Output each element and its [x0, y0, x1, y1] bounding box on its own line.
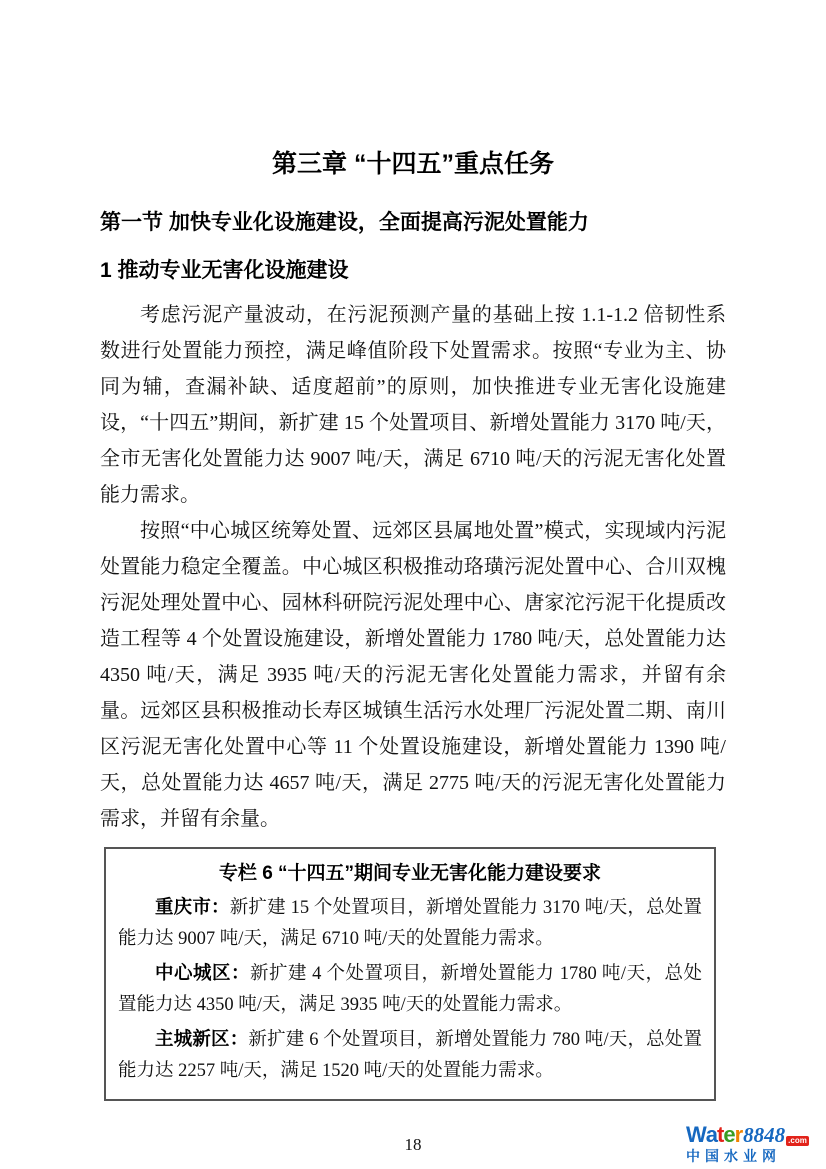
callout-item-text: 新扩建 4 个处置项目，新增处置能力 1780 吨/天，总处置能力达 4350 吨/天，满足 3935 吨/天的处置能力需求。 [118, 964, 702, 1015]
subsection-title: 1 推动专业无害化设施建设 [100, 259, 349, 282]
callout-box-title: 专栏 6 “十四五”期间专业无害化能力建设要求 [218, 863, 602, 884]
callout-item-label: 重庆市： [155, 896, 230, 917]
paragraph-disposal-mode: 按照“中心城区统筹处置、远郊区县属地处置”模式，实现域内污泥处置能力稳定全覆盖。中心城区积极推动珞璜污泥处置中心、合川双槐污泥处理处置中心、园林科研院污泥处理中心、唐家沱污泥干化提质改造工程等 4 个处置设施建设，新增处置能力 1780 吨/天，总处置能力达 4350 吨/天，满足 3935 吨/天的污泥无害化处置能力需求，并留有余量。远郊区县积极推动长寿区城镇生活污水处理厂污泥处置二期、南川区污泥无害化处置中心等 11 个处置设施建设，新增处置能力 1390 吨/天，总处置能力达 4657 吨/天，满足 2775 吨/天的污泥无害化处置能力需求，并留有余量。 [100, 520, 726, 830]
chapter-title: 第三章 “十四五”重点任务 [272, 150, 554, 178]
callout-item-label: 中心城区： [155, 962, 251, 983]
callout-item-central-city [118, 957, 702, 1021]
page-number: 18 [404, 1135, 422, 1154]
logo-letter: W [686, 1122, 706, 1147]
paragraph-capacity-planning: 考虑污泥产量波动，在污泥预测产量的基础上按 1.1-1.2 倍韧性系数进行处置能力预控，满足峰值阶段下处置需求。按照“专业为主、协同为辅，查漏补缺、适度超前”的原则，加快推进专业无害化设施建设，“十四五”期间，新扩建 15 个处置项目、新增处置能力 3170 吨/天，全市无害化处置能力达 9007 吨/天，满足 6710 吨/天的污泥无害化处置能力需求。 [100, 304, 726, 506]
callout-item-text: 新扩建 6 个处置项目，新增处置能力 780 吨/天，总处置能力达 2257 吨/天，满足 1520 吨/天的处置能力需求。 [118, 1030, 702, 1081]
logo-letter: e [723, 1122, 735, 1147]
logo-letter: a [705, 1122, 718, 1147]
water8848-logo [686, 1124, 818, 1163]
water8848-wordmark [686, 1124, 818, 1146]
document-page-content [100, 0, 726, 1155]
callout-item-new-main-city [118, 1023, 702, 1087]
logo-letter: t [717, 1122, 724, 1147]
callout-item-text: 新扩建 15 个处置项目，新增处置能力 3170 吨/天，总处置能力达 9007 吨/天，满足 6710 吨/天的处置能力需求。 [118, 898, 702, 949]
logo-letter: r [734, 1122, 743, 1147]
logo-com-badge: .com [788, 1136, 807, 1145]
logo-tagline-china-water: 中国水业网 [686, 1148, 781, 1164]
section-title: 第一节 加快专业化设施建设，全面提高污泥处置能力 [100, 211, 589, 234]
callout-box-column6 [104, 847, 716, 1101]
logo-number-8848: 8848 [743, 1123, 786, 1147]
callout-item-label: 主城新区： [155, 1028, 249, 1049]
callout-item-chongqing [118, 891, 702, 955]
